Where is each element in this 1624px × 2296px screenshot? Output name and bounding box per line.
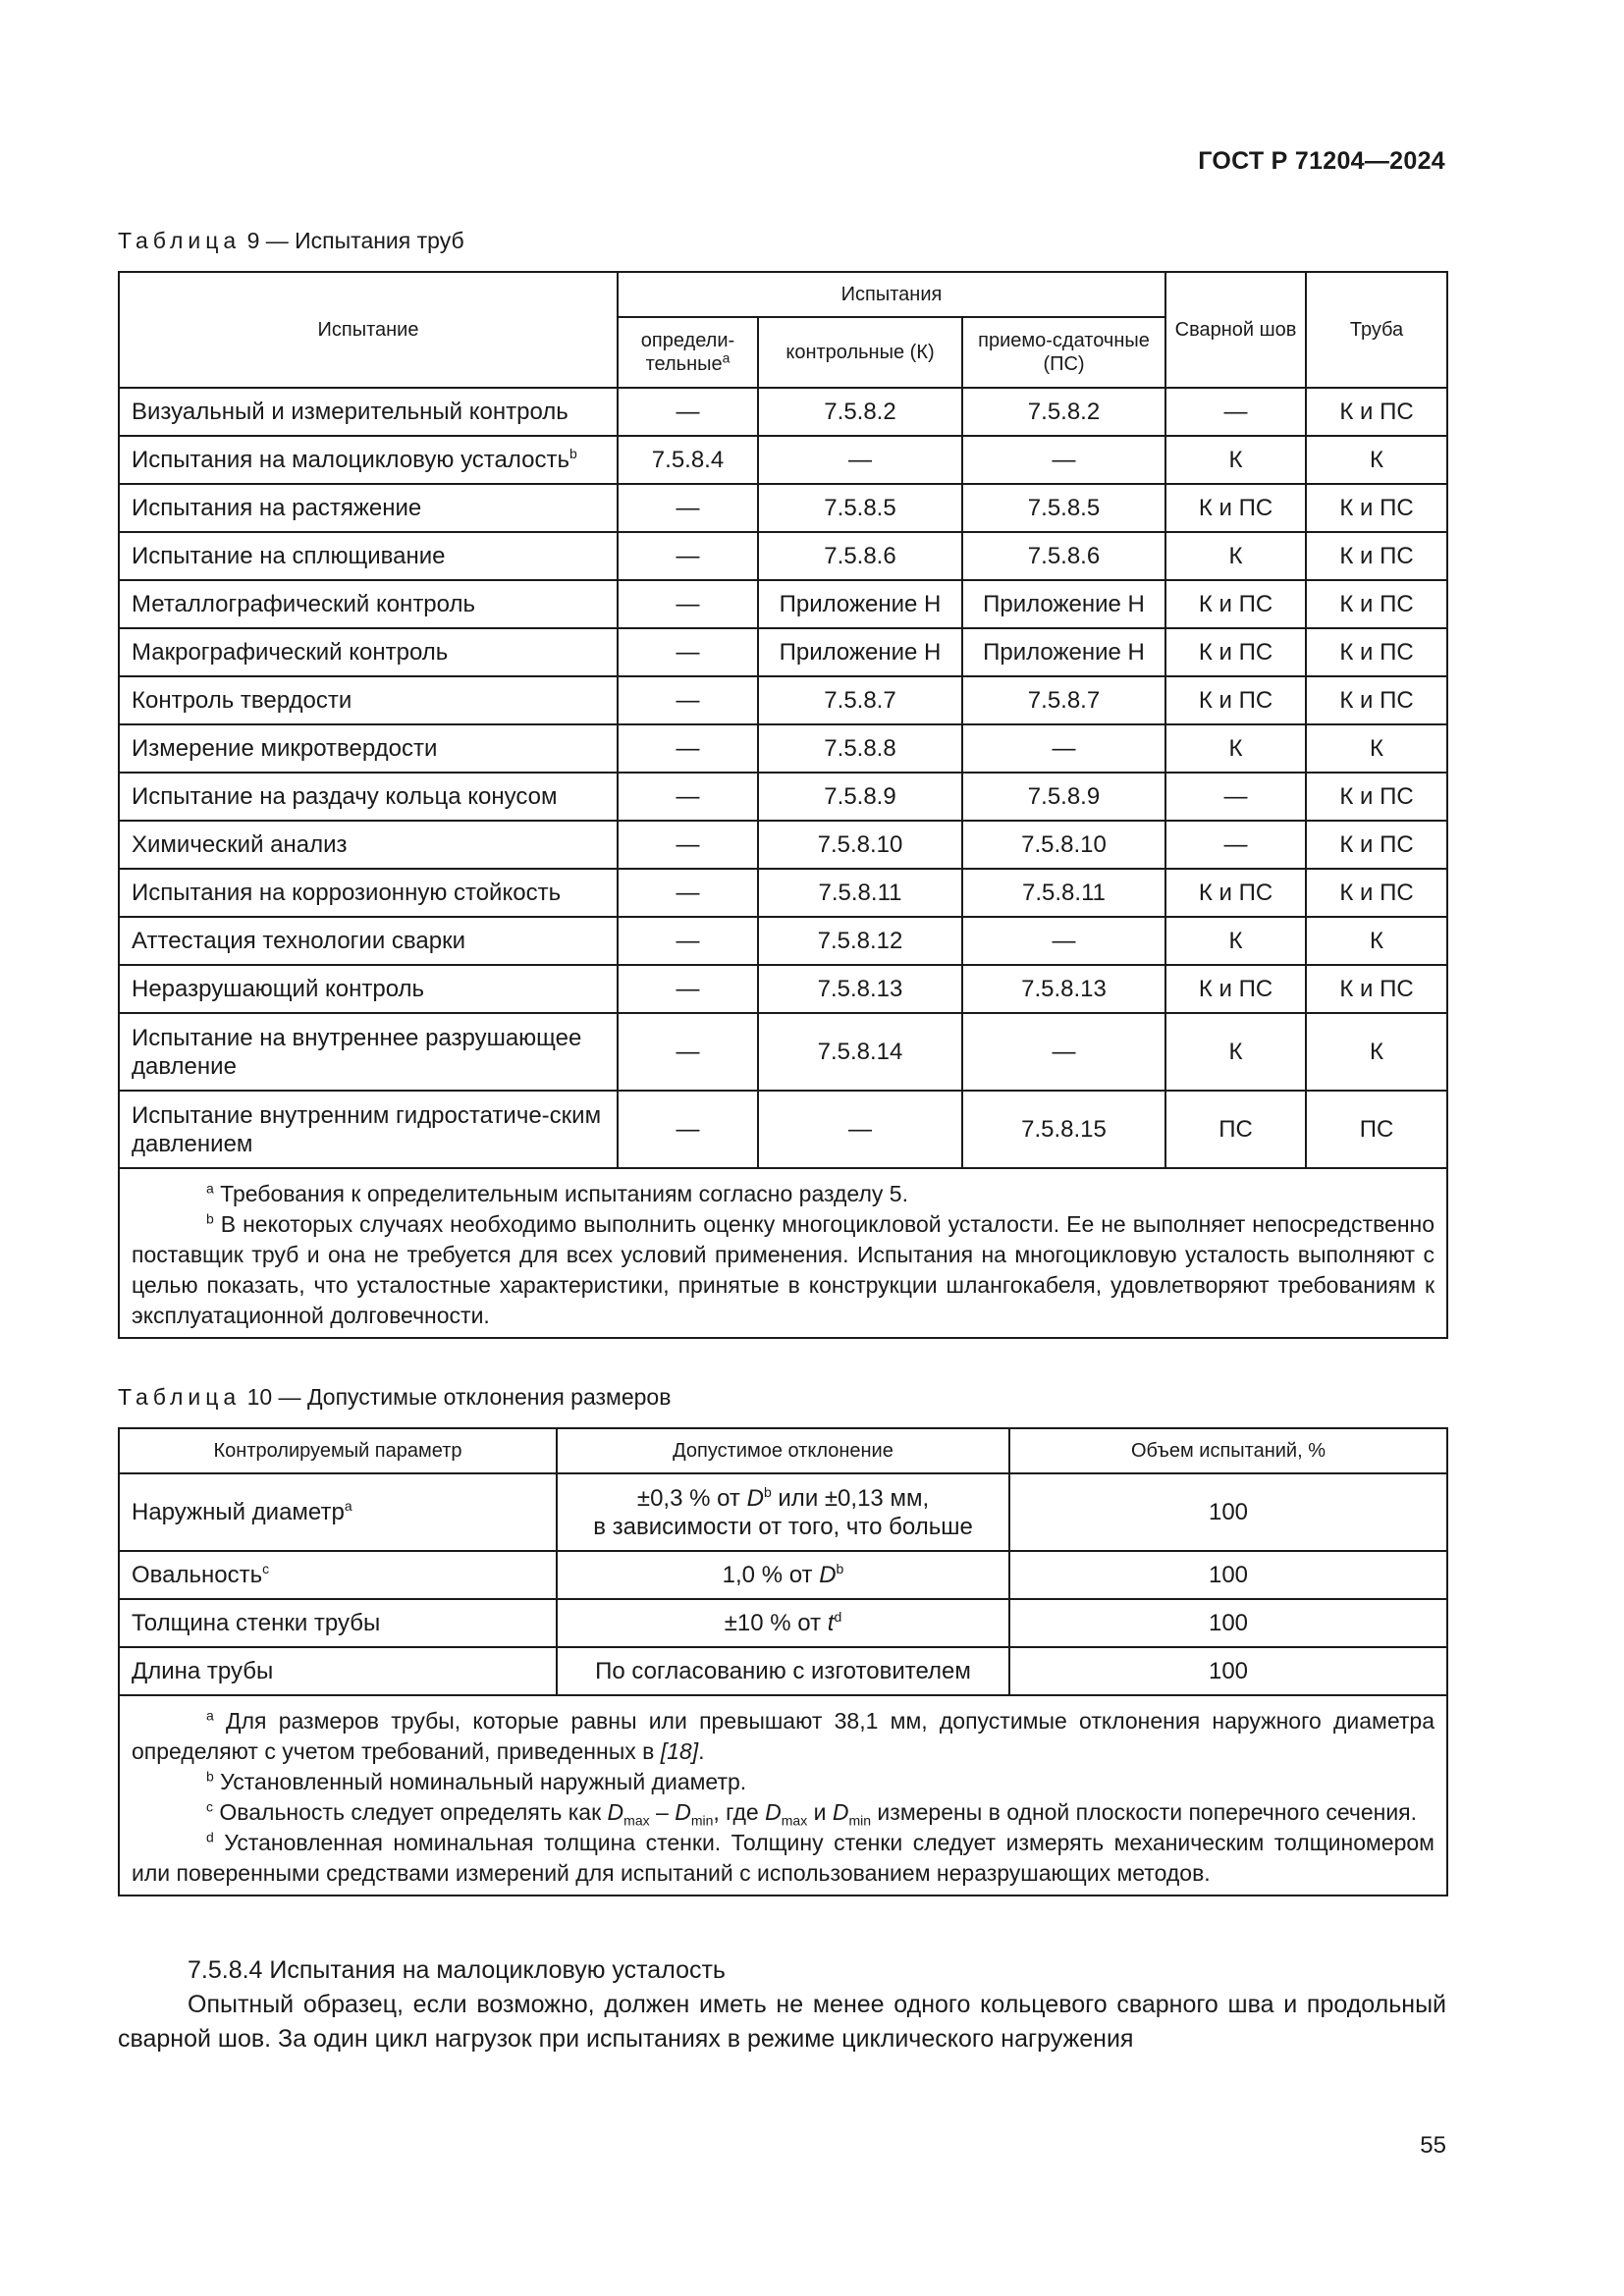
pipe-cell: К и ПС <box>1306 676 1447 724</box>
table9-header-weld: Сварной шов <box>1165 272 1306 388</box>
table10-note-b: $^b$ Установленный номинальный наружный диаметр. <box>206 1768 747 1794</box>
table10-note-a: $^a$ Для размеров трубы, которые равны или превышают 38,1 мм, допустимые отклонения наружного диаметра определяют с учетом требований, приведенных в [18]. <box>132 1707 1435 1764</box>
control-cell: 7.5.8.13 <box>758 965 962 1013</box>
table9-header-row <box>119 272 1447 317</box>
test-name: Неразрушающий контроль <box>119 965 618 1013</box>
control-cell: 7.5.8.9 <box>758 773 962 821</box>
table-row <box>119 388 1447 436</box>
volume-cell: 100 <box>1009 1647 1447 1695</box>
weld-cell: К и ПС <box>1165 484 1306 532</box>
acceptance-cell: 7.5.8.7 <box>962 676 1165 724</box>
pipe-cell: К и ПС <box>1306 388 1447 436</box>
acceptance-cell: — <box>962 917 1165 965</box>
table9-notes-row <box>119 1168 1447 1338</box>
pipe-cell: К <box>1306 1013 1447 1091</box>
test-name: Аттестация технологии сварки <box>119 917 618 965</box>
weld-cell: К <box>1165 532 1306 580</box>
weld-cell: К <box>1165 436 1306 484</box>
test-name: Испытание на сплющивание <box>119 532 618 580</box>
table-row <box>119 1551 1447 1599</box>
definitive-cell: — <box>618 388 758 436</box>
tolerance-cell: По согласованию с изготовителем <box>557 1647 1009 1695</box>
volume-cell: 100 <box>1009 1473 1447 1551</box>
control-cell: 7.5.8.14 <box>758 1013 962 1091</box>
weld-cell: К <box>1165 724 1306 773</box>
pipe-cell: К и ПС <box>1306 821 1447 869</box>
tolerance-cell: 1,0 % от $D^b$ <box>557 1551 1009 1599</box>
definitive-cell: — <box>618 1091 758 1168</box>
control-cell: 7.5.8.10 <box>758 821 962 869</box>
table-row <box>119 965 1447 1013</box>
table-row <box>119 484 1447 532</box>
definitive-cell: — <box>618 484 758 532</box>
table9-header-definitive: определи-тельные$^a$ <box>618 317 758 388</box>
table10-caption-title: 10 — Допустимые отклонения размеров <box>241 1384 672 1410</box>
table9-header-test: Испытание <box>119 272 618 388</box>
pipe-cell: ПС <box>1306 1091 1447 1168</box>
weld-cell: К и ПС <box>1165 965 1306 1013</box>
acceptance-cell: — <box>962 1013 1165 1091</box>
control-cell: Приложение Н <box>758 580 962 628</box>
acceptance-cell: 7.5.8.9 <box>962 773 1165 821</box>
pipe-cell: К и ПС <box>1306 773 1447 821</box>
acceptance-cell: 7.5.8.11 <box>962 869 1165 917</box>
pipe-cell: К и ПС <box>1306 484 1447 532</box>
weld-cell: К и ПС <box>1165 676 1306 724</box>
pipe-cell: К <box>1306 436 1447 484</box>
table9 <box>118 271 1448 1339</box>
definitive-cell: — <box>618 532 758 580</box>
table10-caption-label: Таблица <box>118 1384 242 1410</box>
table10-header-param: Контролируемый параметр <box>119 1428 557 1473</box>
table10-notes <box>119 1695 1447 1896</box>
weld-cell: — <box>1165 773 1306 821</box>
acceptance-cell: — <box>962 436 1165 484</box>
test-name: Контроль твердости <box>119 676 618 724</box>
pipe-cell: К и ПС <box>1306 869 1447 917</box>
acceptance-cell: 7.5.8.10 <box>962 821 1165 869</box>
control-cell: 7.5.8.2 <box>758 388 962 436</box>
acceptance-cell: 7.5.8.2 <box>962 388 1165 436</box>
table-row <box>119 436 1447 484</box>
table-row <box>119 1473 1447 1551</box>
test-name: Испытание внутренним гидростатиче-ским давлением <box>119 1091 618 1168</box>
weld-cell: — <box>1165 821 1306 869</box>
table-row <box>119 869 1447 917</box>
acceptance-cell: 7.5.8.13 <box>962 965 1165 1013</box>
control-cell: 7.5.8.6 <box>758 532 962 580</box>
test-name: Испытания на малоцикловую усталость$^b$ <box>119 436 618 484</box>
section-heading: 7.5.8.4 Испытания на малоцикловую усталость <box>188 1956 726 1984</box>
pipe-cell: К и ПС <box>1306 580 1447 628</box>
table10-note-d: $^d$ Установленная номинальная толщина стенки. Толщину стенки следует измерять механическим толщиномером или поверенными средствами измерений для испытаний с использованием неразрушающих методов. <box>132 1829 1435 1886</box>
test-name: Химический анализ <box>119 821 618 869</box>
test-name: Визуальный и измерительный контроль <box>119 388 618 436</box>
test-name: Испытание на раздачу кольца конусом <box>119 773 618 821</box>
table9-header-tests-group: Испытания <box>618 272 1165 317</box>
table10-header-tolerance: Допустимое отклонение <box>557 1428 1009 1473</box>
table-row <box>119 821 1447 869</box>
pipe-cell: К и ПС <box>1306 628 1447 676</box>
control-cell: 7.5.8.8 <box>758 724 962 773</box>
table9-header-acceptance: приемо-сдаточные (ПС) <box>962 317 1165 388</box>
definitive-cell: — <box>618 917 758 965</box>
test-name: Испытание на внутреннее разрушающее давление <box>119 1013 618 1091</box>
table10-notes-row <box>119 1695 1447 1896</box>
tolerance-cell: ±0,3 % от $D^b$ или ±0,13 мм, в зависимости от того, что больше <box>557 1473 1009 1551</box>
param-name: Длина трубы <box>119 1647 557 1695</box>
definitive-cell: — <box>618 676 758 724</box>
table10-header-volume: Объем испытаний, % <box>1009 1428 1447 1473</box>
acceptance-cell: Приложение Н <box>962 580 1165 628</box>
weld-cell: К <box>1165 917 1306 965</box>
weld-cell: К <box>1165 1013 1306 1091</box>
pipe-cell: К и ПС <box>1306 532 1447 580</box>
definitive-cell: — <box>618 1013 758 1091</box>
table10-header-row <box>119 1428 1447 1473</box>
definitive-cell: — <box>618 580 758 628</box>
pipe-cell: К <box>1306 917 1447 965</box>
section-paragraph: Опытный образец, если возможно, должен иметь не менее одного кольцевого сварного шва и продольный сварной шов. За один цикл нагрузок при испытаниях в режиме циклического нагружения <box>118 1991 1446 2053</box>
table10-note-c: $^c$ Овальность следует определять как $D_{max} - D_{min}$, где $D_{max}$ и $D_{min}$ измерены в одной плоскости поперечного сечения. <box>206 1798 1418 1829</box>
weld-cell: ПС <box>1165 1091 1306 1168</box>
param-name: Толщина стенки трубы <box>119 1599 557 1647</box>
section-7-5-8-4 <box>118 1953 1446 2056</box>
table9-header-control: контрольные (К) <box>758 317 962 388</box>
table9-note-b: $^b$ В некоторых случаях необходимо выполнить оценку многоцикловой усталости. Ее не выполняет непосредственно поставщик труб и она не требуется для всех условий применения. Испытания на многоцикловую усталость выполняют с целью показать, что усталостные характеристики, принятые в конструкции шлангокабеля, удовлетворяют требованиям к эксплуатационной долговечности. <box>132 1210 1435 1328</box>
table9-notes <box>119 1168 1447 1338</box>
acceptance-cell: Приложение Н <box>962 628 1165 676</box>
control-cell: 7.5.8.11 <box>758 869 962 917</box>
definitive-cell: — <box>618 628 758 676</box>
definitive-cell: 7.5.8.4 <box>618 436 758 484</box>
definitive-cell: — <box>618 821 758 869</box>
table-row <box>119 1647 1447 1695</box>
test-name: Испытания на растяжение <box>119 484 618 532</box>
weld-cell: К и ПС <box>1165 869 1306 917</box>
table-row <box>119 532 1447 580</box>
test-name: Измерение микротвердости <box>119 724 618 773</box>
acceptance-cell: 7.5.8.5 <box>962 484 1165 532</box>
volume-cell: 100 <box>1009 1551 1447 1599</box>
control-cell: 7.5.8.12 <box>758 917 962 965</box>
table-row <box>119 724 1447 773</box>
weld-cell: К и ПС <box>1165 628 1306 676</box>
weld-cell: — <box>1165 388 1306 436</box>
control-cell: — <box>758 1091 962 1168</box>
acceptance-cell: 7.5.8.15 <box>962 1091 1165 1168</box>
table-row <box>119 1091 1447 1168</box>
table-row <box>119 628 1447 676</box>
table9-note-a: $^a$ Требования к определительным испытаниям согласно разделу 5. <box>206 1180 908 1206</box>
table-row <box>119 1599 1447 1647</box>
table-row <box>119 773 1447 821</box>
control-cell: Приложение Н <box>758 628 962 676</box>
table9-caption-title: 9 — Испытания труб <box>241 228 464 253</box>
param-name: Наружный диаметр$^a$ <box>119 1473 557 1551</box>
control-cell: — <box>758 436 962 484</box>
weld-cell: К и ПС <box>1165 580 1306 628</box>
table-row <box>119 1013 1447 1091</box>
table10 <box>118 1427 1448 1896</box>
table10-caption <box>118 1384 671 1411</box>
document-code: ГОСТ Р 71204—2024 <box>1198 147 1445 175</box>
table9-caption <box>118 228 464 254</box>
table9-header-pipe: Труба <box>1306 272 1447 388</box>
tolerance-cell: ±10 % от $t^d$ <box>557 1599 1009 1647</box>
definitive-cell: — <box>618 869 758 917</box>
pipe-cell: К и ПС <box>1306 965 1447 1013</box>
definitive-cell: — <box>618 724 758 773</box>
test-name: Испытания на коррозионную стойкость <box>119 869 618 917</box>
pipe-cell: К <box>1306 724 1447 773</box>
test-name: Макрографический контроль <box>119 628 618 676</box>
param-name: Овальность$^c$ <box>119 1551 557 1599</box>
table-row <box>119 676 1447 724</box>
acceptance-cell: — <box>962 724 1165 773</box>
volume-cell: 100 <box>1009 1599 1447 1647</box>
definitive-cell: — <box>618 773 758 821</box>
definitive-cell: — <box>618 965 758 1013</box>
test-name: Металлографический контроль <box>119 580 618 628</box>
page-number: 55 <box>1420 2132 1446 2159</box>
control-cell: 7.5.8.5 <box>758 484 962 532</box>
acceptance-cell: 7.5.8.6 <box>962 532 1165 580</box>
table-row <box>119 917 1447 965</box>
control-cell: 7.5.8.7 <box>758 676 962 724</box>
table-row <box>119 580 1447 628</box>
table9-caption-label: Таблица <box>118 228 242 253</box>
